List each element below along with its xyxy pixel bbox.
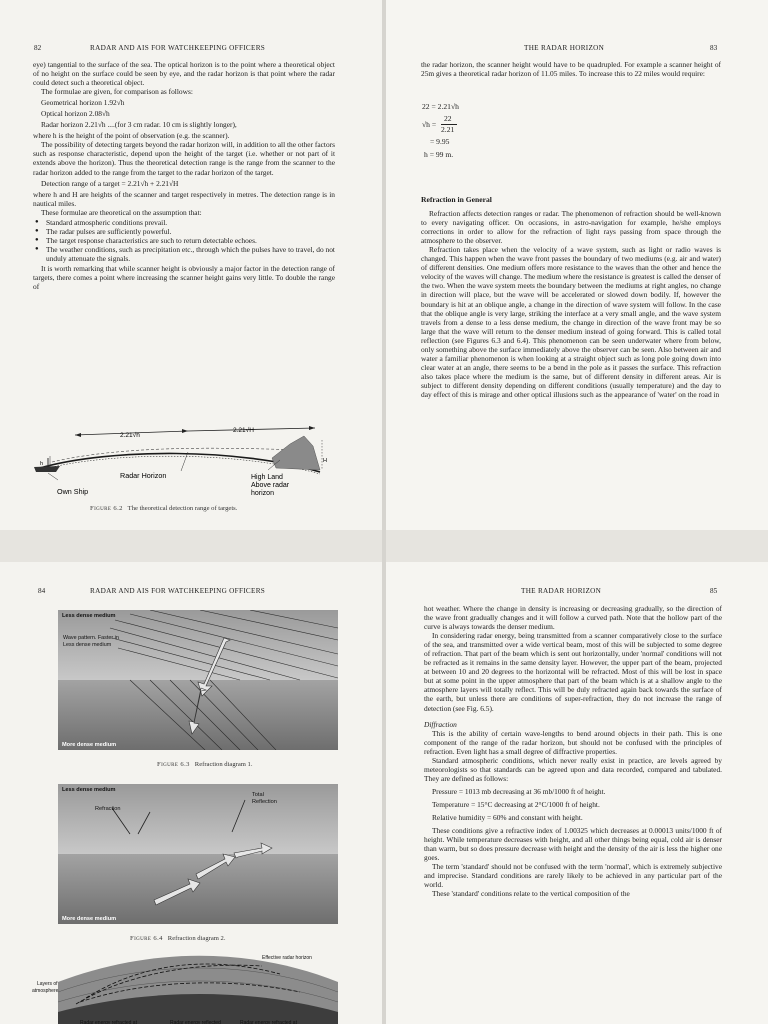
- paragraph: Refraction takes place when the velocity of a wave system, such as light or radio waves is changed. This happen when the wave front passes the boundary of two mediums (e.g. air and water) of different densities. One medium offers more resistance to the waves than the other and hence the velocity of the waves will change. The medium where the resistance is greatest is called the denser of the two. When the wave system meets the boundary between the mediums at right angles, no change in direction will place, but the wave will be accelerated or slowed down bodily. If, however the boundary is hit at an oblique angle, a change in the direction of wave system will follow. In the case that the oblique angle is very large, striking the interface at a very small angle, and the wave system travels from a dense to a less dense medium, the change in direction of the wave front may be so large that the wave will return to the denser medium instead of going forward. This is called total reflection (see Figures 6.3 and 6.4). This phenomenon can be seen underwater where from below, only something above the surface immediately above the observer can be seen. Also between air and water a familiar phenomenon is when looking at a straight object such as long pole going down into clear water at an angle, there seems to be a bend in the pole as it passes the surface. This refraction also takes place where the medium is the same, but of different density in different areas. Air is subject to different density depending on different conditions (usually temperature) and the day to day effect of this is mirage and other optical illusions such as the appearance of 'water' on the road in: [421, 245, 721, 399]
- paragraph: These 'standard' conditions relate to the vertical composition of the: [432, 889, 630, 899]
- own-ship-icon: [34, 466, 60, 472]
- formula: Geometrical horizon 1.92√h: [41, 98, 125, 108]
- formula: Temperature = 15°C decreasing at 2°C/1000 ft of height.: [432, 799, 600, 809]
- label-radar-horizon: Radar Horizon: [120, 471, 167, 480]
- paragraph: These conditions give a refractive index of 1.00325 which decreases at 0.00013 units/1000 ft of height. While temperature decreases with height, and all other things being equal, cold air is denser than warm, but so does pressure decrease with height and the density of the air is less the higher one goes.: [424, 826, 722, 863]
- less-dense-layer: [58, 784, 338, 854]
- label-layers: Layers of: [37, 981, 58, 987]
- formula: Optical horizon 2.08√h: [41, 109, 110, 119]
- label-more-dense: More dense medium: [62, 916, 117, 922]
- list-item: ● The target response characteristics are such to return detectable echoes.: [46, 236, 335, 245]
- label-less-dense: Less dense medium: [62, 613, 116, 619]
- page-number: 84: [38, 587, 46, 595]
- running-header: THE RADAR HORIZON: [521, 587, 602, 595]
- paragraph: where h is the height of the point of observation (e.g. the scanner).: [33, 131, 230, 141]
- label-wave-pattern-2: Less dense medium: [63, 642, 112, 648]
- fraction-numerator: 22: [444, 114, 452, 123]
- formula: Detection range of a target = 2.21√h + 2.21√H: [41, 178, 179, 188]
- page-85: [384, 562, 768, 1024]
- list-item: ● The radar pulses are sufficiently powerful.: [46, 227, 335, 236]
- label-bottom-2: Radar energy reflected: [170, 1020, 221, 1024]
- more-dense-layer: [58, 854, 338, 924]
- paragraph: the radar horizon, the scanner height would have to be quadrupled. For example a scanner height of 25m gives a theoretical radar horizon of 11.05 miles. To increase this to 22 miles would require:: [421, 60, 721, 79]
- paragraph: The term 'standard' should not be confused with the term 'normal', which is extremely subjective and imprecise. Standard conditions are rarely likely to be achieved in any particular part of the world.: [424, 862, 722, 890]
- figure-6-3-diagram: [0, 562, 384, 1024]
- equation-block: [422, 102, 542, 160]
- label-atmosphere: atmosphere: [32, 988, 59, 994]
- label-H: H: [323, 458, 327, 464]
- caption-label: Figure 6.2: [90, 505, 123, 512]
- paragraph: Standard atmospheric conditions, which never really exist in practice, are levels agreed by meteorologists so that standards can be agreed upon and data recorded, compared and tabulated. They are defined as follows:: [424, 755, 722, 783]
- page-83: [384, 0, 768, 530]
- arrowhead-icon: [75, 433, 81, 437]
- high-land: [272, 436, 320, 470]
- equation-fraction: [422, 115, 542, 135]
- page-82: [0, 0, 384, 530]
- running-header: RADAR AND AIS FOR WATCHKEEPING OFFICERS: [90, 587, 266, 595]
- figure-6-2-diagram: [0, 0, 384, 530]
- label-wave-pattern: Wave pattern. Faster in: [63, 635, 119, 641]
- paragraph: The formulae are given, for comparison as follows:: [41, 87, 193, 97]
- label-bottom-3: Radar energy refracted at: [240, 1020, 297, 1024]
- page-number: 82: [34, 44, 42, 52]
- equation: 22 = 2.21√h: [422, 102, 459, 111]
- label-h: h: [40, 461, 44, 467]
- paragraph: It is worth remarking that while scanner height is obviously a major factor in the detection range of targets, there comes a point where increasing the scanner height gains very little. To double the range of: [33, 263, 335, 292]
- own-ship-pointer: [48, 473, 58, 480]
- paragraph: where h and H are heights of the scanner and target respectively in metres. The detection range is in nautical miles.: [33, 189, 335, 208]
- label-above-radar: Above radar: [251, 482, 290, 489]
- paragraph: hot weather. Where the change in density is increasing or decreasing gradually, so the direction of the wave front gradually changes and it will follow a curved path. Note that the hollow part of the curve is always towards the denser medium.: [424, 604, 722, 632]
- figure-caption: [157, 761, 252, 768]
- label-own-ship: Own Ship: [57, 487, 89, 496]
- section-heading: Refraction in General: [421, 195, 492, 204]
- label-reflection: Reflection: [252, 799, 277, 805]
- label-more-dense: More dense medium: [62, 742, 117, 748]
- label-total: Total: [252, 792, 264, 798]
- caption-label: Figure 6.3: [157, 761, 190, 768]
- label-horizon: horizon: [251, 490, 274, 497]
- equation: h = 99 m.: [424, 150, 454, 159]
- caption-label: Figure 6.4: [130, 935, 163, 942]
- page-number: 85: [710, 587, 718, 595]
- fraction-denominator: 2.21: [441, 125, 455, 134]
- caption-text: The theoretical detection range of targets.: [127, 505, 238, 512]
- formula: Radar horizon 2.21√h ....(for 3 cm radar. 10 cm is slightly longer),: [41, 120, 237, 130]
- equation: = 9.95: [430, 137, 450, 146]
- caption-text: Refraction diagram 2.: [167, 935, 226, 942]
- label-2-21-root-H: 2.21√H: [233, 427, 254, 434]
- figure-caption: [130, 935, 225, 942]
- page-number: 83: [710, 44, 718, 52]
- more-dense-layer: [58, 680, 338, 750]
- label-2-21-root-h: 2.21√h: [120, 432, 140, 439]
- label-less-dense: Less dense medium: [62, 787, 116, 793]
- label-high-land: High Land: [251, 474, 283, 481]
- list-item: ● The weather conditions, such as precipitation etc., through which the pulses have to travel, do not unduly attenuate the signals.: [46, 245, 335, 263]
- body-text: [424, 604, 722, 898]
- equation-left: √h =: [422, 120, 437, 129]
- arrowhead-icon: [309, 426, 315, 430]
- paragraph: eye) tangential to the surface of the sea. The optical horizon is to the point where a theoretical object of no height on the surface could be seen by eye, and the radar horizon is that point where the radar could detect such a theoretical object.: [33, 60, 335, 88]
- formula: Pressure = 1013 mb decreasing at 36 mb/1000 ft of height.: [432, 786, 606, 796]
- formula: Relative humidity = 60% and constant with height.: [432, 812, 583, 822]
- running-header: THE RADAR HORIZON: [524, 44, 605, 52]
- book-spine: [382, 0, 386, 1024]
- paragraph: This is the ability of certain wave-lengths to bend around objects in their path. This is one component of the range of the radar horizon, but should not be confused with the principles of refraction. Even light has a small degree of diffractive properties.: [424, 728, 722, 756]
- list-item: ● Standard atmospheric conditions prevail.: [46, 218, 335, 227]
- running-header: RADAR AND AIS FOR WATCHKEEPING OFFICERS: [90, 44, 266, 52]
- caption-text: Refraction diagram 1.: [194, 761, 253, 768]
- paragraph: Refraction affects detection ranges or radar. The phenomenon of refraction should be well-known to every navigating officer. On occasions, in astro-navigation for example, he/she employs corrections in order to allow for the refraction of light rays passing from space through the atmosphere to the observer.: [421, 209, 721, 246]
- label-bottom-1: Radar energy refracted at: [80, 1020, 137, 1024]
- page-84: [0, 562, 384, 1024]
- paragraph: The possibility of detecting targets beyond the radar horizon will, in addition to all the other factors such as response characteristic, depend upon the height of the target (i.e. whether or not part of it extends above the horizon). Thus the theoretical detection range is the range from the scanner to the radar horizon added to the range from the target to the radar horizon of the target.: [33, 140, 335, 177]
- paragraph: These formulae are theoretical on the assumption that:: [41, 207, 202, 217]
- radar-horizon-pointer: [181, 452, 188, 471]
- paragraph: In considering radar energy, being transmitted from a scanner comparatively close to the surface of the sea, and transmitted over a wide vertical beam, most of this will be subjected to some degree of refraction. That part of the beam which is sent out horizontally, under 'normal' conditions will not be refracted as it remains in the same density layer. However, the upper part of the beam, projected at between 10 and 20 degrees to the horizontal will be refracted. Most of this will be lost in space but at some point in the upper atmosphere that part of the beam which is at a shallow angle to the atmosphere layers will totally reflect. This will be duly refracted again back towards the surface of the earth, but unless there are conditions of super-refraction, they do not increase the range of detection (see Fig. 6.5).: [424, 631, 722, 713]
- arrowhead-icon: [182, 429, 188, 433]
- figure-caption: [90, 505, 237, 512]
- label-effective-horizon: Effective radar horizon: [262, 955, 312, 961]
- label-refraction: Refraction: [95, 806, 121, 812]
- body-text: [421, 195, 721, 399]
- body-text: [421, 60, 721, 78]
- section-heading: Diffraction: [424, 719, 457, 729]
